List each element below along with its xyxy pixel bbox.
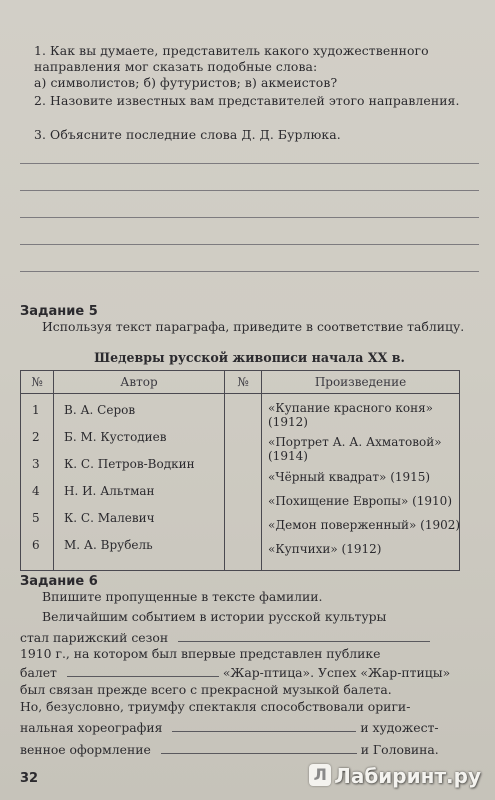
work-title: «Чёрный квадрат» (1915)	[268, 470, 431, 484]
labirint-logo-icon: Л	[309, 764, 331, 786]
text-fragment: и художест-	[360, 720, 439, 735]
author-num: 2	[32, 430, 40, 444]
work-year: (1914)	[268, 449, 308, 463]
table-body-row	[21, 394, 460, 571]
text-line: Величайшим событием в истории русской культуры	[42, 609, 387, 624]
answer-line[interactable]	[20, 271, 479, 272]
text-line: Но, безусловно, триумфу спектакля способствовали ориги-	[20, 699, 411, 714]
answer-line[interactable]	[20, 217, 479, 218]
table-caption: Шедевры русской живописи начала XX в.	[94, 350, 405, 365]
work-title: «Портрет А. А. Ахматовой»	[268, 435, 442, 449]
header-num-2: №	[225, 371, 262, 394]
answer-blank[interactable]	[172, 720, 356, 732]
watermark-logo	[309, 764, 481, 788]
answer-line[interactable]	[20, 190, 479, 191]
text-fragment: венное оформление	[20, 742, 151, 757]
text-fragment: «Жар-птица». Успех «Жар-птицы»	[222, 665, 451, 680]
task-5-instruction: Используя текст параграфа, приведите в соответствие таблицу.	[42, 319, 465, 334]
question-1-options: а) символистов; б) футуристов; в) акмеистов?	[34, 75, 338, 90]
text-line	[20, 630, 477, 645]
text-line: был связан прежде всего с прекрасной музыкой балета.	[20, 682, 392, 697]
text-fragment: стал парижский сезон	[20, 630, 169, 645]
work-title: «Похищение Европы» (1910)	[268, 494, 452, 508]
work-column	[262, 394, 460, 571]
work-title: «Демон поверженный» (1902)	[268, 518, 461, 532]
author-name: В. А. Серов	[64, 403, 136, 417]
author-name: К. С. Малевич	[64, 511, 155, 525]
author-num: 6	[32, 538, 40, 552]
work-year: (1912)	[268, 415, 308, 429]
author-num: 1	[32, 403, 40, 417]
author-num: 5	[32, 511, 40, 525]
author-name: М. А. Врубель	[64, 538, 153, 552]
task-6-title: Задание 6	[20, 574, 98, 589]
text-line	[20, 720, 477, 735]
text-line: 1910 г., на котором был впервые представлен публике	[20, 646, 381, 661]
paintings-table	[20, 370, 460, 571]
author-num: 4	[32, 484, 40, 498]
match-num-column[interactable]	[225, 394, 262, 571]
header-num: №	[21, 371, 54, 394]
question-1: 1. Как вы думаете, представитель какого художественного направления мог сказать подобные слова:	[34, 43, 429, 74]
author-num: 3	[32, 457, 40, 471]
page-number: 32	[20, 771, 39, 786]
text-line	[20, 665, 477, 680]
task-5-title: Задание 5	[20, 304, 98, 319]
question-2: 2. Назовите известных вам представителей этого направления.	[34, 93, 460, 108]
question-3: 3. Объясните последние слова Д. Д. Бурлюка.	[34, 127, 341, 142]
author-name: К. С. Петров-Водкин	[64, 457, 195, 471]
work-title: «Купание красного коня»	[268, 401, 433, 415]
logo-text: Лабиринт.ру	[334, 764, 481, 788]
table-header-row	[21, 371, 460, 394]
header-work: Произведение	[262, 371, 460, 394]
text-fragment: и Головина.	[360, 742, 439, 757]
answer-blank[interactable]	[178, 630, 430, 642]
answer-line[interactable]	[20, 244, 479, 245]
task-6-instruction: Впишите пропущенные в тексте фамилии.	[42, 589, 323, 604]
text-fragment: нальная хореография	[20, 720, 163, 735]
text-fragment: балет	[20, 665, 57, 680]
text-line	[20, 742, 477, 757]
author-name-column	[54, 394, 225, 571]
header-author: Автор	[54, 371, 225, 394]
answer-blank[interactable]	[161, 742, 357, 754]
author-name: Б. М. Кустодиев	[64, 430, 167, 444]
answer-line[interactable]	[20, 163, 479, 164]
author-num-column	[21, 394, 54, 571]
work-title: «Купчихи» (1912)	[268, 542, 382, 556]
author-name: Н. И. Альтман	[64, 484, 155, 498]
answer-blank[interactable]	[67, 665, 219, 677]
